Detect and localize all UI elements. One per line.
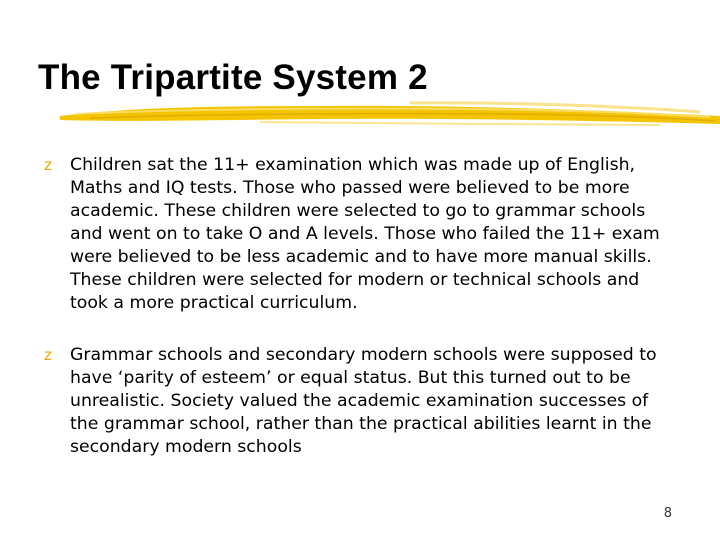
slide-title: The Tripartite System 2 [38,58,428,97]
title-underline-brush [60,100,720,132]
bullet-text-2: Grammar schools and secondary modern schools were supposed to have ‘parity of esteem’ or equal status. But this turned out to be unrealistic. Society valued the academic examination successes of the grammar school, rather than the practical abilities learnt in the secondary modern schools [70,345,657,457]
bullet-item-1 [44,154,680,315]
bullet-icon: z [44,346,52,364]
bullet-icon: z [44,156,52,174]
page-number: 8 [663,506,672,521]
bullet-text-1: Children sat the 11+ examination which was made up of English, Maths and IQ tests. Those who passed were believed to be more academic. These children were selected to go to grammar schools and went on to take O and A levels. Those who failed the 11+ exam were believed to be less academic and to have more manual skills. These children were selected for modern or technical schools and took a more practical curriculum. [70,155,660,313]
bullet-item-2 [44,344,680,459]
